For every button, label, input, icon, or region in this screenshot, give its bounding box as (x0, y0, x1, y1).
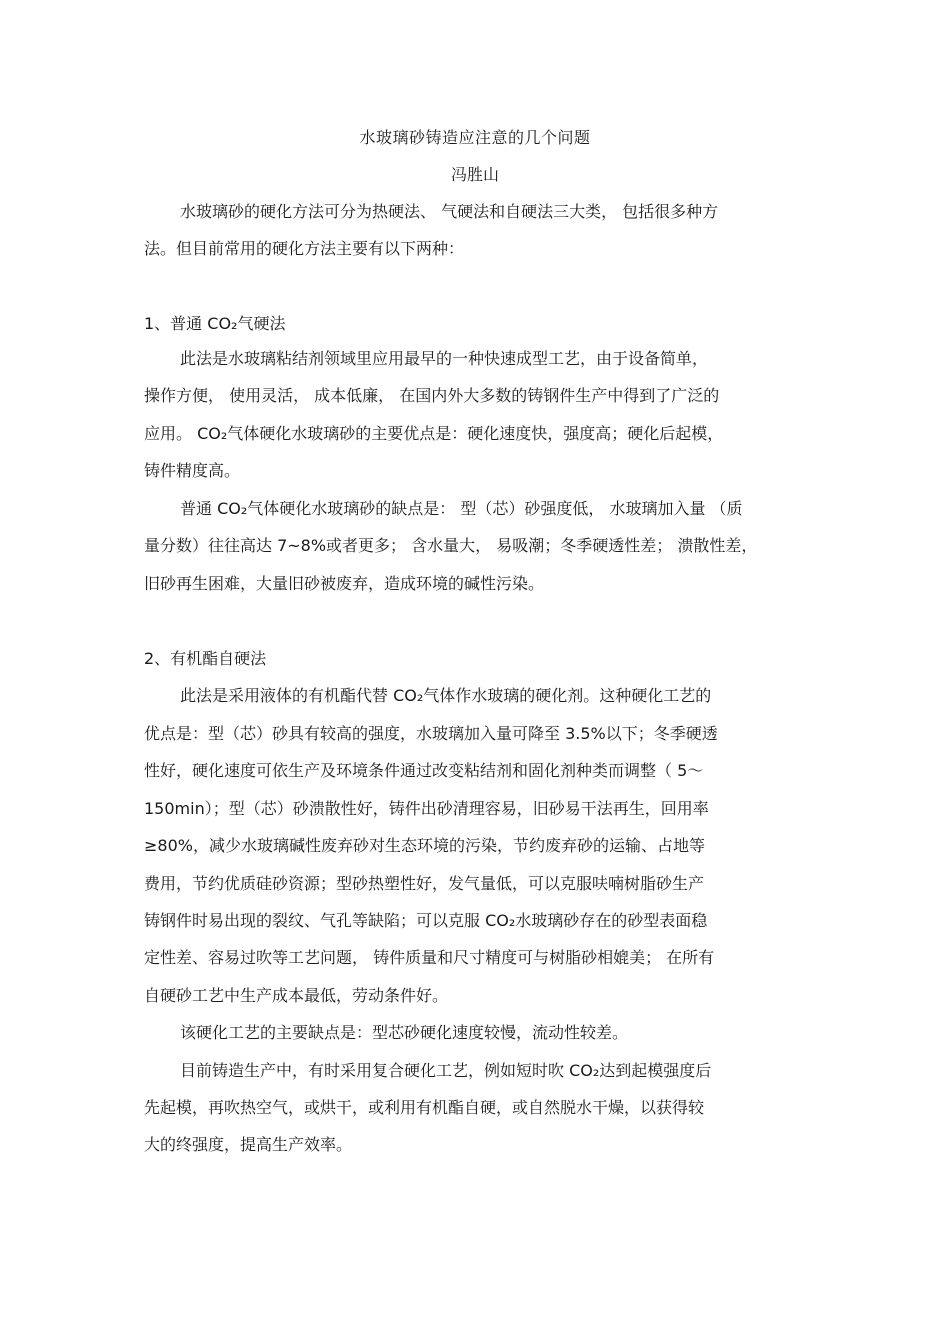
section2-para1-line: ≥80%，减少水玻璃碱性废弃砂对生态环境的污染，节约废弃砂的运输、占地等 (144, 836, 705, 855)
intro-line: 法。但目前常用的硬化方法主要有以下两种： (144, 239, 465, 258)
section2-para3-line: 大的终强度，提高生产效率。 (144, 1135, 353, 1154)
section2-para1-line: 费用，节约优质硅砂资源；型砂热塑性好，发气量低，可以克服呋喃树脂砂生产 (144, 874, 705, 893)
section2-para1-line: 优点是：型（芯）砂具有较高的强度，水玻璃加入量可降至 3.5%以下；冬季硬透 (144, 724, 718, 743)
section2-heading: 2、有机酯自硬法 (144, 649, 267, 668)
section1-para2-line: 普通 CO₂气体硬化水玻璃砂的缺点是： 型（芯）砂强度低， 水玻璃加入量 （质 (180, 499, 743, 518)
section2-para1-line: 定性差、容易过吹等工艺问题， 铸件质量和尺寸精度可与树脂砂相媲美； 在所有 (144, 948, 715, 967)
document-author: 冯胜山 (450, 165, 499, 184)
section1-para1-line: 应用。 CO₂气体硬化水玻璃砂的主要优点是：硬化速度快，强度高；硬化后起模， (144, 424, 724, 443)
section2-para1-line: 150min）；型（芯）砂溃散性好，铸件出砂清理容易，旧砂易干法再生，回用率 (144, 799, 709, 818)
section1-para1-line: 操作方便， 使用灵活， 成本低廉， 在国内外大多数的铸钢件生产中得到了广泛的 (144, 386, 720, 405)
section2-para1-line: 自硬砂工艺中生产成本最低，劳动条件好。 (144, 986, 449, 1005)
section2-para3-line: 目前铸造生产中，有时采用复合硬化工艺，例如短时吹 CO₂达到起模强度后 (180, 1061, 712, 1080)
section2-para1-line: 此法是采用液体的有机酯代替 CO₂气体作水玻璃的硬化剂。这种硬化工艺的 (180, 686, 712, 705)
section1-para2-line: 量分数）往往高达 7~8%或者更多； 含水量大， 易吸潮；冬季硬透性差； 溃散性差， (144, 536, 758, 555)
section1-para2-line: 旧砂再生困难，大量旧砂被废弃，造成环境的碱性污染。 (144, 574, 545, 593)
section2-para3-line: 先起模，再吹热空气，或烘干，或利用有机酯自硬，或自然脱水干燥，以获得较 (144, 1098, 705, 1117)
section2-para1-line: 性好，硬化速度可依生产及环境条件通过改变粘结剂和固化剂种类而调整（ 5～ (144, 761, 704, 780)
section1-heading: 1、普通 CO₂气硬法 (144, 314, 286, 333)
section1-para1-line: 铸件精度高。 (144, 461, 241, 480)
section2-para1-line: 铸钢件时易出现的裂纹、气孔等缺陷；可以克服 CO₂水玻璃砂存在的砂型表面稳 (144, 911, 708, 930)
document-title: 水玻璃砂铸造应注意的几个问题 (359, 128, 591, 147)
section1-para1-line: 此法是水玻璃粘结剂领域里应用最早的一种快速成型工艺，由于设备简单， (180, 349, 709, 368)
section2-para2-line: 该硬化工艺的主要缺点是：型芯砂硬化速度较慢，流动性较差。 (180, 1023, 629, 1042)
intro-line: 水玻璃砂的硬化方法可分为热硬法、 气硬法和自硬法三大类， 包括很多种方 (180, 202, 719, 221)
